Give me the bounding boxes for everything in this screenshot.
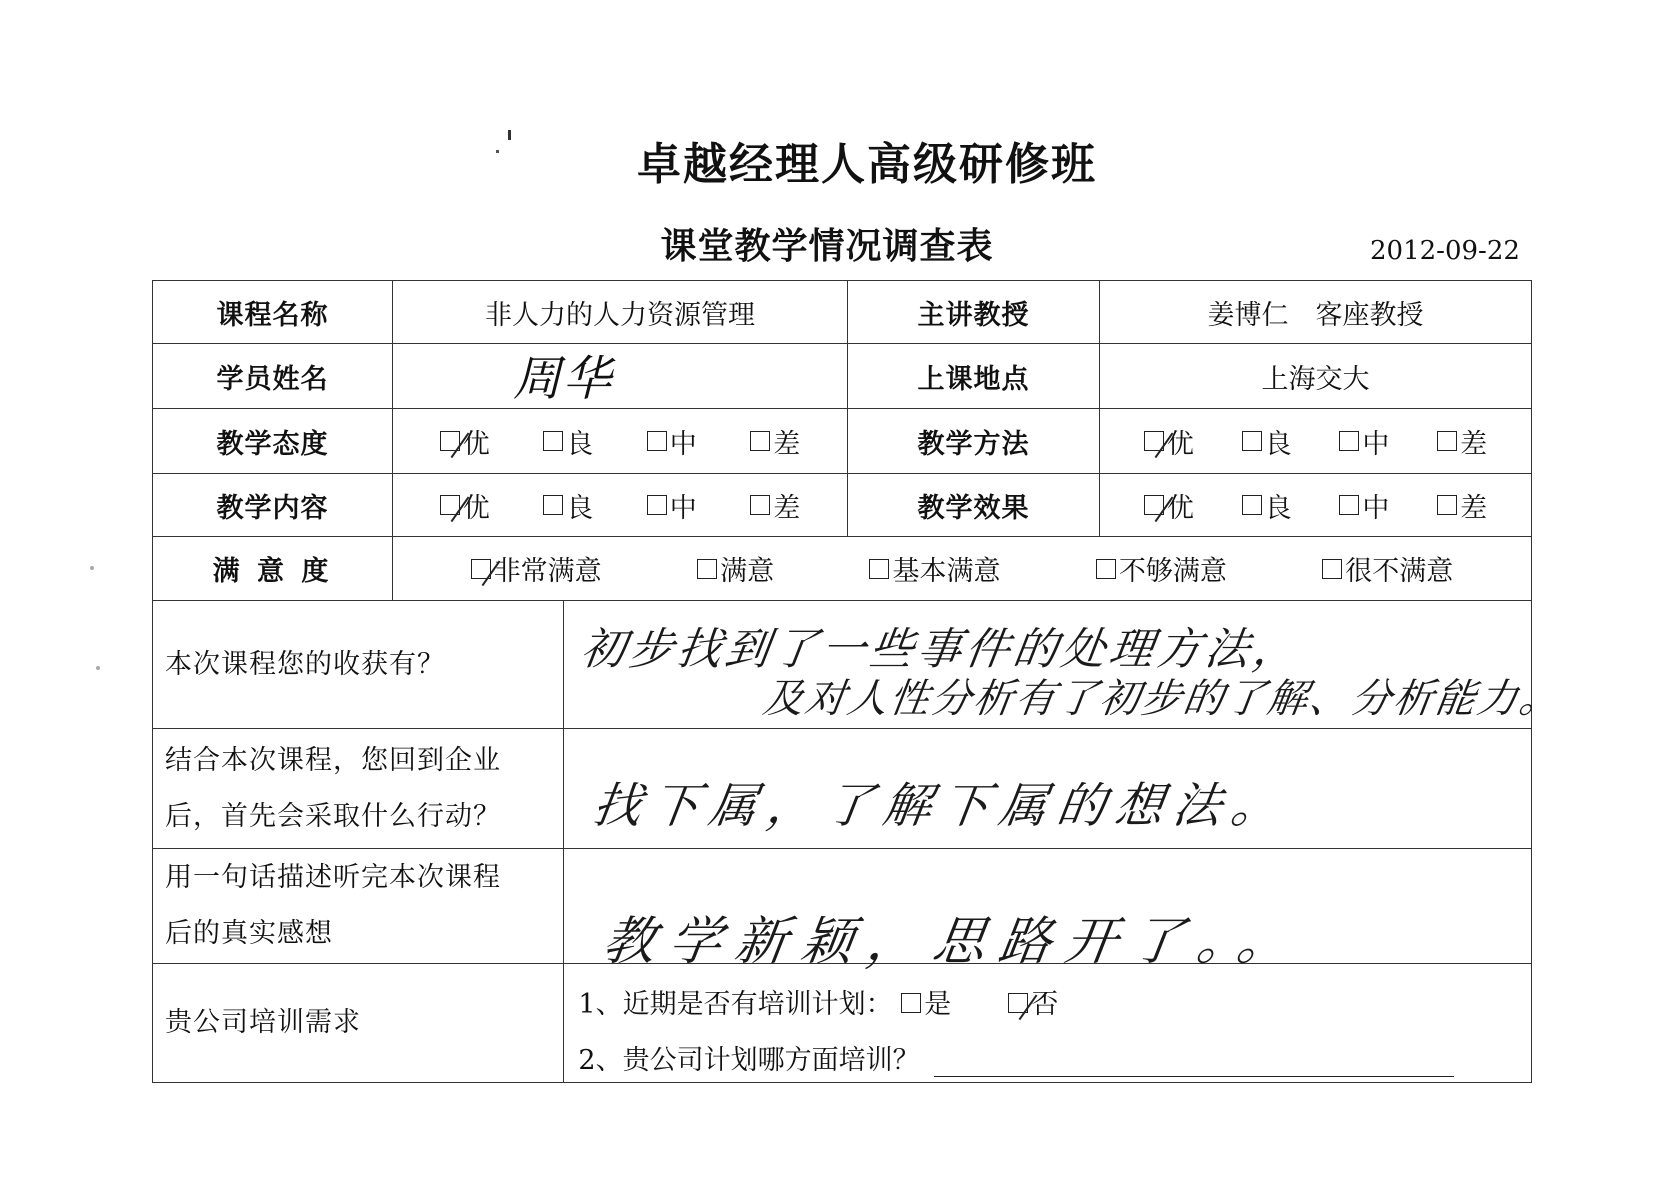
satisfaction-label: 满 意 度	[153, 537, 393, 600]
attitude-options	[393, 409, 848, 473]
gain-question: 本次课程您的收获有？	[153, 601, 564, 728]
checkbox-checked-icon[interactable]	[1008, 993, 1028, 1013]
table-row	[153, 601, 1566, 729]
form-subtitle: 课堂教学情况调查表	[660, 226, 994, 267]
feeling-answer-field[interactable]	[564, 849, 1531, 972]
checkbox-icon[interactable]	[1339, 431, 1359, 451]
effect-option[interactable]	[1242, 486, 1292, 525]
content-options	[393, 474, 848, 536]
method-option[interactable]	[1144, 422, 1194, 461]
satisfaction-option[interactable]	[1096, 549, 1227, 588]
checkbox-icon[interactable]	[1437, 495, 1457, 515]
training-area-item	[578, 1038, 1454, 1077]
method-option[interactable]	[1437, 422, 1487, 461]
action-answer-field[interactable]	[564, 729, 1531, 848]
checkbox-checked-icon[interactable]	[1144, 431, 1164, 451]
checkbox-icon[interactable]	[1339, 495, 1359, 515]
gain-answer-line1: 初步找到了一些事件的处理方法，	[578, 624, 1306, 675]
checkbox-icon[interactable]	[869, 559, 889, 579]
scan-smudge	[96, 666, 100, 670]
form-date: 2012-09-22	[1370, 236, 1520, 266]
option-label: 良	[1264, 428, 1292, 460]
effect-label: 教学效果	[848, 474, 1100, 536]
table-row	[153, 281, 1531, 344]
option-label: 中	[1362, 492, 1390, 524]
checkbox-icon[interactable]	[901, 993, 921, 1013]
table-row	[153, 474, 1531, 537]
option-label: 差	[773, 428, 801, 460]
location-value: 上海交大	[1261, 363, 1370, 395]
location-label: 上课地点	[848, 344, 1100, 408]
attitude-option[interactable]	[543, 422, 593, 461]
student-name-handwriting: 周华	[513, 351, 614, 407]
content-option[interactable]	[440, 486, 490, 525]
option-label: 不够满意	[1118, 556, 1227, 587]
option-label: 差	[1460, 428, 1488, 460]
checkbox-icon[interactable]	[750, 431, 770, 451]
checkbox-icon[interactable]	[1242, 495, 1262, 515]
table-row	[153, 849, 1531, 972]
option-label: 基本满意	[892, 556, 1001, 587]
checkbox-icon[interactable]	[697, 559, 717, 579]
satisfaction-option[interactable]	[1322, 549, 1453, 588]
method-label: 教学方法	[848, 409, 1100, 473]
content-option[interactable]	[543, 486, 593, 525]
effect-option[interactable]	[1339, 486, 1389, 525]
checkbox-icon[interactable]	[1322, 559, 1342, 579]
checkbox-icon[interactable]	[1242, 431, 1262, 451]
table-row	[153, 409, 1531, 474]
option-label: 中	[669, 428, 697, 460]
action-question-line1: 结合本次课程，您回到企业	[165, 744, 501, 776]
training-area-question: 2、贵公司计划哪方面培训？	[578, 1045, 920, 1076]
checkbox-icon[interactable]	[1096, 559, 1116, 579]
student-label: 学员姓名	[153, 344, 393, 408]
attitude-option[interactable]	[647, 422, 697, 461]
option-label: 非常满意	[493, 556, 602, 587]
lecturer-value: 姜博仁 客座教授	[1207, 299, 1424, 331]
page-title: 卓越经理人高级研修班	[637, 139, 1097, 190]
content-label: 教学内容	[153, 474, 393, 536]
option-label: 中	[669, 492, 697, 524]
feeling-question-line2: 后的真实感想	[165, 918, 333, 949]
option-label: 优	[1166, 428, 1194, 460]
option-label: 良	[1264, 492, 1292, 524]
option-label: 差	[1460, 492, 1488, 524]
option-label: 良	[566, 428, 594, 460]
feeling-question-line1: 用一句话描述听完本次课程	[165, 862, 501, 893]
option-label: 优	[462, 492, 490, 524]
content-option[interactable]	[750, 486, 800, 525]
survey-table	[152, 280, 1566, 1083]
table-row	[153, 964, 1531, 1082]
gain-answer-field[interactable]	[564, 601, 1566, 728]
checkbox-checked-icon[interactable]	[471, 559, 491, 579]
satisfaction-option[interactable]	[869, 549, 1000, 588]
checkbox-checked-icon[interactable]	[440, 495, 460, 515]
training-plan-item	[578, 982, 1058, 1021]
feeling-question	[153, 849, 564, 963]
action-answer: 找下属，了解下属的想法。	[589, 778, 1294, 834]
scan-mark	[496, 150, 499, 153]
satisfaction-option[interactable]	[471, 549, 602, 588]
option-label: 差	[773, 492, 801, 524]
training-plan-question: 1、近期是否有培训计划：	[578, 989, 893, 1020]
option-no-label: 否	[1031, 989, 1059, 1020]
effect-option[interactable]	[1437, 486, 1487, 525]
method-options	[1100, 409, 1531, 473]
checkbox-icon[interactable]	[750, 495, 770, 515]
effect-option[interactable]	[1144, 486, 1194, 525]
satisfaction-options	[393, 537, 1531, 600]
checkbox-checked-icon[interactable]	[1144, 495, 1164, 515]
feeling-answer: 教学新颖，思路开了。。	[599, 912, 1308, 972]
content-option[interactable]	[647, 486, 697, 525]
course-label: 课程名称	[153, 281, 393, 343]
table-row	[153, 344, 1531, 409]
attitude-label: 教学态度	[153, 409, 393, 473]
needs-answer-area	[564, 964, 1531, 1082]
option-label: 优	[462, 428, 490, 460]
satisfaction-option[interactable]	[697, 549, 774, 588]
scan-mark	[508, 130, 511, 140]
checkbox-icon[interactable]	[543, 495, 563, 515]
attitude-option[interactable]	[750, 422, 800, 461]
method-option[interactable]	[1339, 422, 1389, 461]
table-row	[153, 729, 1531, 849]
student-name-field[interactable]	[393, 344, 848, 408]
option-label: 优	[1166, 492, 1194, 524]
option-label: 很不满意	[1345, 556, 1454, 587]
effect-options	[1100, 474, 1531, 536]
attitude-option[interactable]	[440, 422, 490, 461]
option-label: 良	[566, 492, 594, 524]
course-value: 非人力的人力资源管理	[393, 281, 848, 343]
needs-question: 贵公司培训需求	[153, 964, 564, 1082]
checkbox-icon[interactable]	[1437, 431, 1457, 451]
option-label: 中	[1362, 428, 1390, 460]
lecturer-label: 主讲教授	[848, 281, 1100, 343]
table-row	[153, 537, 1531, 601]
checkbox-icon[interactable]	[543, 431, 563, 451]
scan-smudge	[90, 566, 94, 570]
training-area-blank[interactable]	[934, 1050, 1454, 1077]
checkbox-icon[interactable]	[647, 495, 667, 515]
checkbox-icon[interactable]	[647, 431, 667, 451]
method-option[interactable]	[1242, 422, 1292, 461]
action-question	[153, 729, 564, 848]
gain-answer-line2: 及对人性分析有了初步的了解、分析能力。	[760, 676, 1566, 722]
checkbox-checked-icon[interactable]	[440, 431, 460, 451]
option-yes-label: 是	[924, 989, 952, 1020]
option-label: 满意	[720, 556, 775, 587]
action-question-line2: 后，首先会采取什么行动？	[165, 800, 501, 832]
